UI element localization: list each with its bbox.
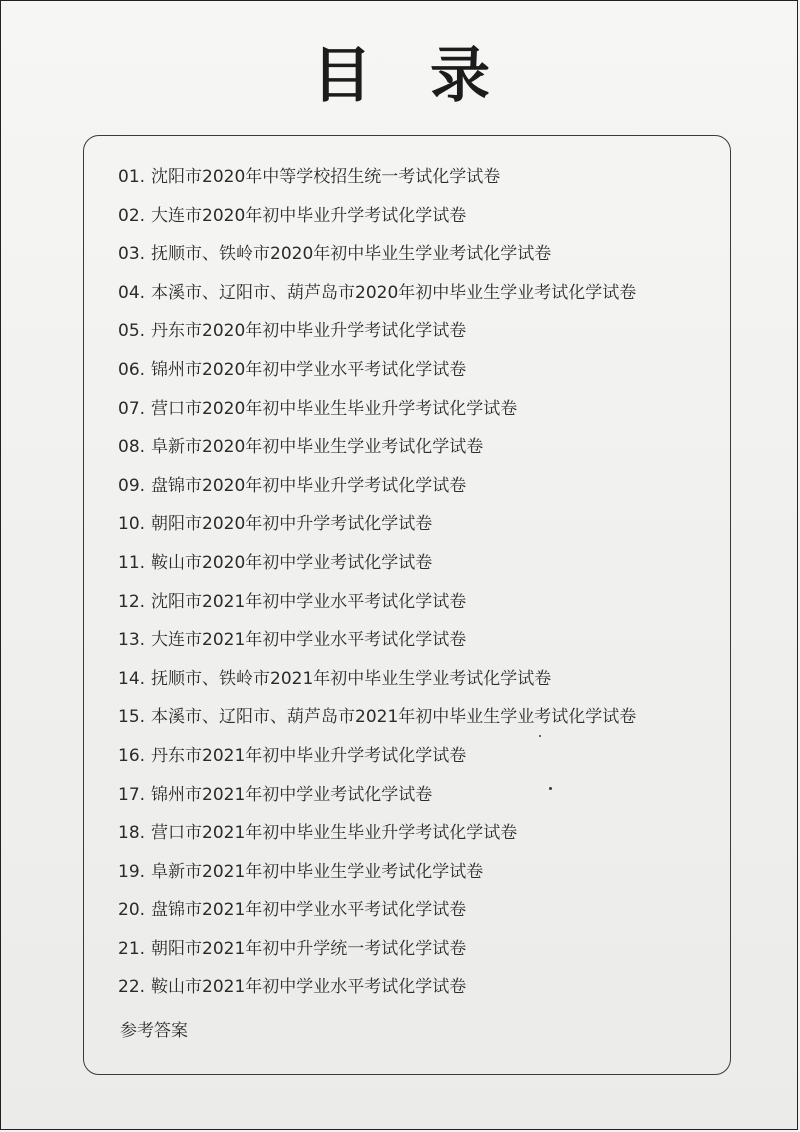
toc-entry-title: 丹东市2020年初中毕业升学考试化学试卷 bbox=[151, 321, 467, 342]
print-speck bbox=[539, 735, 541, 737]
toc-entry-title: 营口市2021年初中毕业生毕业升学考试化学试卷 bbox=[151, 823, 518, 844]
toc-entry[interactable] bbox=[118, 621, 636, 660]
print-speck bbox=[549, 787, 552, 790]
toc-entry-number: 03. bbox=[118, 244, 146, 265]
toc-entry[interactable] bbox=[118, 351, 636, 390]
toc-entry[interactable] bbox=[118, 158, 636, 197]
toc-entry-number: 10. bbox=[118, 514, 146, 535]
toc-entry[interactable] bbox=[118, 853, 636, 892]
toc-entry-title: 阜新市2021年初中毕业生学业考试化学试卷 bbox=[151, 861, 484, 882]
toc-entry[interactable] bbox=[118, 505, 636, 544]
toc-entry-number: 06. bbox=[118, 359, 146, 380]
toc-entry-title: 锦州市2021年初中学业考试化学试卷 bbox=[151, 784, 433, 805]
toc-entry-title: 沈阳市2020年中等学校招生统一考试化学试卷 bbox=[151, 167, 501, 187]
table-of-contents bbox=[83, 135, 731, 1075]
toc-entry[interactable] bbox=[118, 467, 636, 506]
toc-entry[interactable] bbox=[118, 776, 636, 815]
toc-entry-title: 本溪市、辽阳市、葫芦岛市2021年初中毕业生学业考试化学试卷 bbox=[151, 707, 637, 728]
toc-entry-number: 13. bbox=[118, 630, 146, 651]
toc-entry[interactable] bbox=[118, 544, 636, 583]
toc-entry-title: 沈阳市2021年初中学业水平考试化学试卷 bbox=[151, 591, 467, 612]
toc-entry-number: 19. bbox=[118, 861, 146, 882]
toc-entry[interactable] bbox=[118, 274, 636, 313]
toc-entry-number: 07. bbox=[118, 398, 146, 419]
toc-entry-number: 21. bbox=[118, 938, 146, 959]
toc-entry-title: 营口市2020年初中毕业生毕业升学考试化学试卷 bbox=[151, 398, 518, 419]
toc-entry[interactable] bbox=[118, 235, 636, 274]
toc-entry[interactable] bbox=[118, 583, 636, 622]
toc-entry-number: 15. bbox=[118, 707, 146, 728]
toc-entry-number: 09. bbox=[118, 475, 146, 496]
toc-entry[interactable] bbox=[118, 197, 636, 236]
toc-entry-number: 14. bbox=[118, 668, 146, 689]
toc-entry-title: 鞍山市2021年初中学业水平考试化学试卷 bbox=[151, 977, 467, 998]
toc-entry[interactable] bbox=[118, 660, 636, 699]
toc-entry-number: 02. bbox=[118, 205, 146, 226]
toc-list bbox=[118, 158, 636, 1007]
toc-entry-number: 12. bbox=[118, 591, 146, 612]
toc-entry[interactable] bbox=[118, 968, 636, 1007]
toc-entry-title: 抚顺市、铁岭市2021年初中毕业生学业考试化学试卷 bbox=[151, 668, 552, 689]
answers-entry[interactable]: 参考答案 bbox=[120, 1021, 188, 1041]
toc-entry-title: 朝阳市2021年初中升学统一考试化学试卷 bbox=[151, 938, 467, 959]
toc-entry-number: 08. bbox=[118, 437, 146, 458]
toc-entry-title: 大连市2021年初中学业水平考试化学试卷 bbox=[151, 630, 467, 651]
toc-entry[interactable] bbox=[118, 930, 636, 969]
toc-entry-title: 盘锦市2020年初中毕业升学考试化学试卷 bbox=[151, 475, 467, 496]
toc-entry-title: 抚顺市、铁岭市2020年初中毕业生学业考试化学试卷 bbox=[151, 244, 552, 265]
toc-entry-number: 01. bbox=[118, 167, 146, 187]
toc-entry-number: 22. bbox=[118, 977, 146, 998]
toc-entry[interactable] bbox=[118, 814, 636, 853]
toc-entry-number: 17. bbox=[118, 784, 146, 805]
toc-entry-number: 20. bbox=[118, 900, 146, 921]
toc-entry[interactable] bbox=[118, 312, 636, 351]
toc-entry[interactable] bbox=[118, 891, 636, 930]
toc-entry-title: 盘锦市2021年初中学业水平考试化学试卷 bbox=[151, 900, 467, 921]
toc-entry-title: 朝阳市2020年初中升学考试化学试卷 bbox=[151, 514, 433, 535]
toc-entry-number: 04. bbox=[118, 282, 146, 303]
toc-entry-title: 本溪市、辽阳市、葫芦岛市2020年初中毕业生学业考试化学试卷 bbox=[151, 282, 637, 303]
toc-entry-number: 18. bbox=[118, 823, 146, 844]
toc-entry-number: 16. bbox=[118, 745, 146, 766]
toc-entry-number: 11. bbox=[118, 552, 146, 573]
toc-entry-title: 鞍山市2020年初中学业考试化学试卷 bbox=[151, 552, 433, 573]
toc-entry-title: 丹东市2021年初中毕业升学考试化学试卷 bbox=[151, 745, 467, 766]
toc-entry-title: 阜新市2020年初中毕业生学业考试化学试卷 bbox=[151, 437, 484, 458]
page-title: 目录 bbox=[312, 41, 548, 111]
toc-entry-number: 05. bbox=[118, 321, 146, 342]
toc-entry[interactable] bbox=[118, 428, 636, 467]
toc-entry-title: 大连市2020年初中毕业升学考试化学试卷 bbox=[151, 205, 467, 226]
toc-entry[interactable] bbox=[118, 698, 636, 737]
toc-entry[interactable] bbox=[118, 390, 636, 429]
toc-entry-title: 锦州市2020年初中学业水平考试化学试卷 bbox=[151, 359, 467, 380]
toc-entry[interactable] bbox=[118, 737, 636, 776]
